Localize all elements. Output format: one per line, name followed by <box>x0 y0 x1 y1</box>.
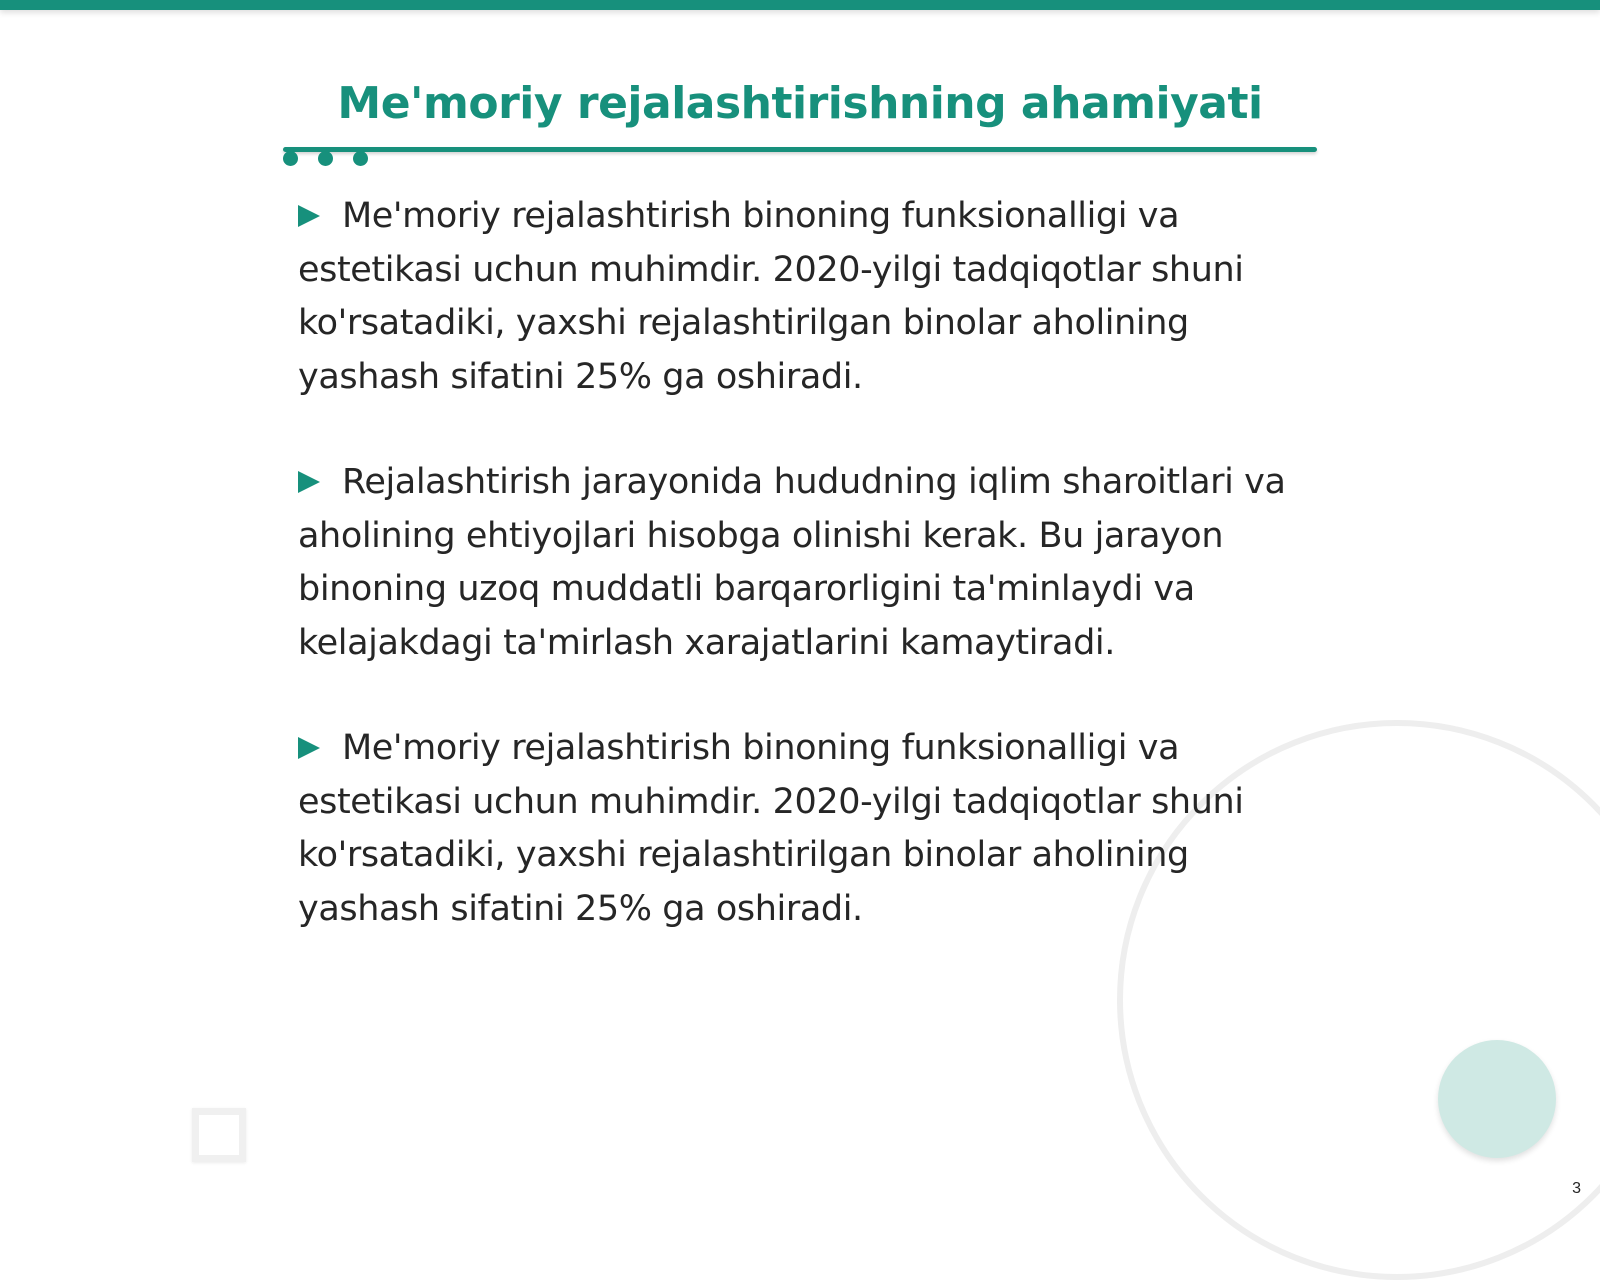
bullet-item <box>298 190 1308 404</box>
bullet-text: Rejalashtirish jarayonida hududning iqlim sharoitlari va aholining ehtiyojlari hisobga olinishi kerak. Bu jarayon binoning uzoq muddatli barqarorligini ta'minlaydi va kelajakdagi ta'mirlash xarajatlarini kamaytiradi. <box>298 462 1286 663</box>
decorative-circle <box>1438 1040 1556 1158</box>
triangle-right-icon <box>298 205 320 227</box>
bullet-item <box>298 722 1308 936</box>
bullet-text: Me'moriy rejalashtirish binoning funksionalligi va estetikasi uchun muhimdir. 2020-yilgi tadqiqotlar shuni ko'rsatadiki, yaxshi rejalashtirilgan binolar aholining yashash sifatini 25% ga oshiradi. <box>298 196 1244 397</box>
bullet-item <box>298 456 1308 670</box>
triangle-right-icon <box>298 471 320 493</box>
underline-dot <box>318 151 333 166</box>
bullet-text: Me'moriy rejalashtirish binoning funksionalligi va estetikasi uchun muhimdir. 2020-yilgi tadqiqotlar shuni ko'rsatadiki, yaxshi rejalashtirilgan binolar aholining yashash sifatini 25% ga oshiradi. <box>298 728 1244 929</box>
triangle-right-icon <box>298 737 320 759</box>
slide-title: Me'moriy rejalashtirishning ahamiyati <box>337 78 1263 129</box>
decorative-square <box>192 1108 246 1162</box>
page-number: 3 <box>1572 1180 1581 1197</box>
title-underline <box>283 147 1317 152</box>
underline-dot <box>353 151 368 166</box>
bullet-list <box>298 190 1308 988</box>
top-accent-bar <box>0 0 1600 10</box>
underline-dot <box>283 151 298 166</box>
